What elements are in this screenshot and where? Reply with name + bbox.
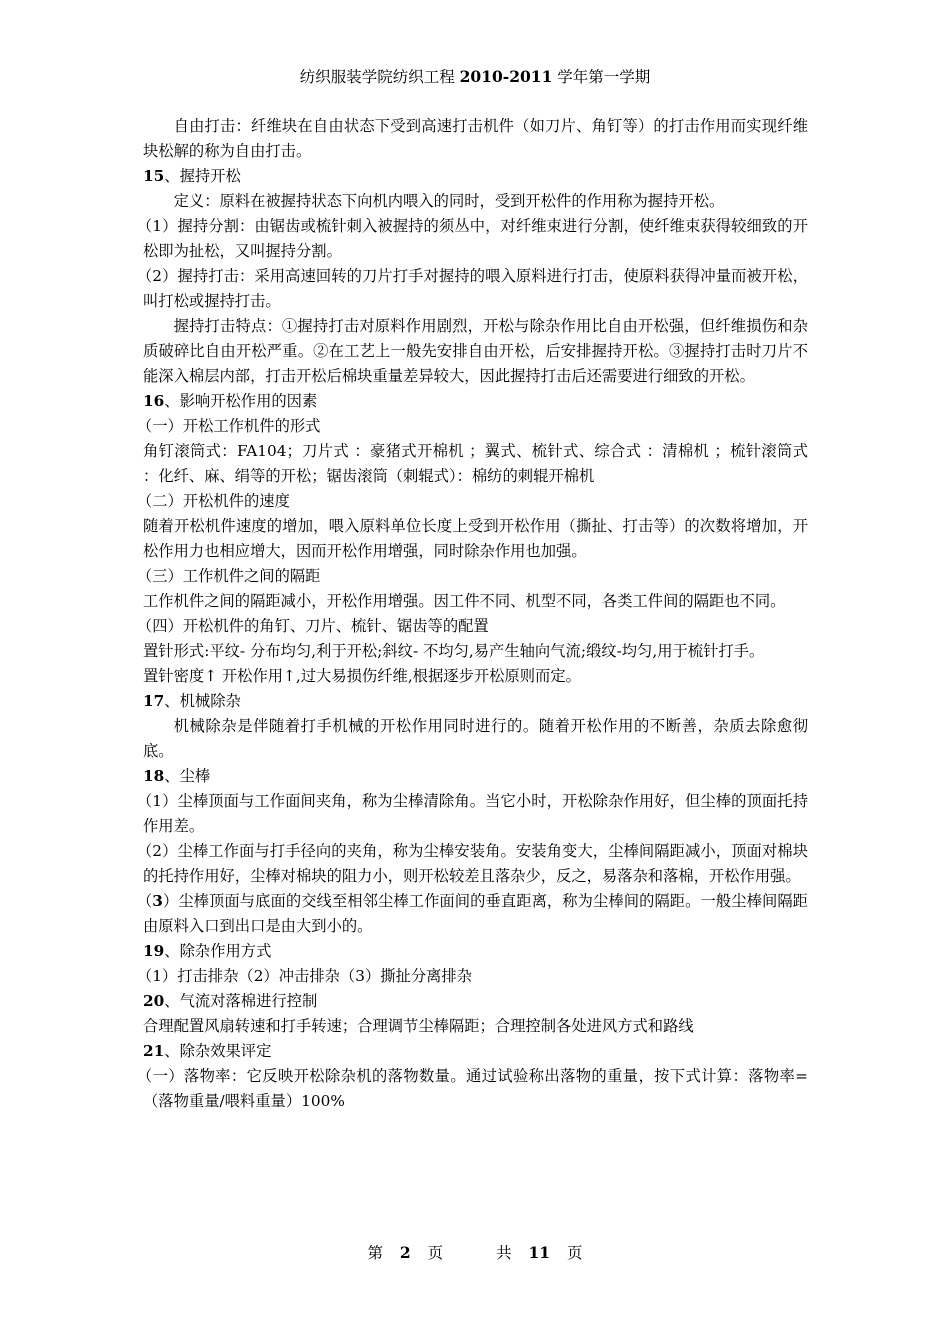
page-number-suffix: 页 <box>422 1244 444 1262</box>
page-footer <box>0 1242 950 1264</box>
section-16-sub-a: （一）开松工作机件的形式 <box>136 417 321 435</box>
section-21-title: 、除杂效果评定 <box>164 1042 272 1060</box>
section-17-heading <box>143 689 808 714</box>
section-17-text: 机械除杂是伴随着打手机械的开松作用同时进行的。随着开松作用的不断善，杂质去除愈彻底。 <box>143 717 808 760</box>
page-number <box>355 1244 455 1262</box>
section-17-title: 、机械除杂 <box>164 692 241 710</box>
page-total-value: 11 <box>528 1243 551 1262</box>
section-18-item-1: （1）尘棒顶面与工作面间夹角，称为尘棒清除角。当它小时，开松除杂作用好，但尘棒的顶面托持作用差。 <box>136 792 808 835</box>
section-16-heading <box>143 389 808 414</box>
section-15-heading <box>143 164 808 189</box>
page-total-suffix: 页 <box>562 1244 583 1262</box>
page-total <box>484 1244 594 1262</box>
section-15-number: 15 <box>143 167 165 185</box>
section-20-heading <box>143 989 808 1014</box>
section-16-sub-d: （四）开松机件的角钉、刀片、梳针、锯齿等的配置 <box>136 617 489 635</box>
section-16-sub-a-text: 角钉滚筒式：FA104；刀片式 ：豪猪式开棉机 ；翼式、梳针式、综合式 ：清棉机 ；梳针滚筒式 ：化纤、麻、绢等的开松；锯齿滚筒（刺辊式）：棉纺的刺辊开棉机 <box>143 442 808 485</box>
section-15-definition: 定义：原料在被握持状态下向机内喂入的同时，受到开松件的作用称为握持开松。 <box>173 192 725 210</box>
section-18-number: 18 <box>143 767 165 785</box>
page-number-prefix: 第 <box>367 1244 388 1262</box>
section-16-sub-c: （三）工作机件之间的隔距 <box>136 567 321 585</box>
section-16-title: 、影响开松作用的因素 <box>164 392 318 410</box>
header-suffix: 学年第一学期 <box>552 68 651 86</box>
section-21-heading <box>143 1039 808 1064</box>
header-years: 2010-2011 <box>459 67 553 86</box>
section-19-number: 19 <box>143 942 165 960</box>
section-18-item-3-text: ）尘棒顶面与底面的交线至相邻尘棒工作面间的垂直距离，称为尘棒间的隔距。一般尘棒间隔距由原料入口到出口是由大到小的。 <box>143 892 808 935</box>
page-header <box>0 66 950 88</box>
section-16-number: 16 <box>143 392 165 410</box>
section-16-sub-b-text: 随着开松机件速度的增加，喂入原料单位长度上受到开松作用（撕扯、打击等）的次数将增加，开松作用力也相应增大，因而开松作用增强，同时除杂作用也加强。 <box>143 517 808 560</box>
section-20-number: 20 <box>143 992 165 1010</box>
section-18-heading <box>143 764 808 789</box>
section-15-features: 握持打击特点：①握持打击对原料作用剧烈，开松与除杂作用比自由开松强，但纤维损伤和杂质破碎比自由开松严重。②在工艺上一般先安排自由开松，后安排握持开松。③握持打击时刀片不能深入棉层内部，打击开松后棉块重量差异较大，因此握持打击后还需要进行细致的开松。 <box>143 317 808 385</box>
section-15-item-1: （1）握持分割：由锯齿或梳针刺入被握持的须丛中，对纤维束进行分割，使纤维束获得较细致的开松即为扯松，又叫握持分割。 <box>136 217 808 260</box>
section-20-title: 、气流对落棉进行控制 <box>164 992 318 1010</box>
free-strike-paragraph: 自由打击：纤维块在自由状态下受到高速打击机件（如刀片、角钉等）的打击作用而实现纤维块松解的称为自由打击。 <box>143 117 808 160</box>
section-19-heading <box>143 939 808 964</box>
section-16-sub-d-text-1: 置针形式:平纹- 分布均匀,利于开松;斜纹- 不均匀,易产生轴向气流;缎纹-均匀,用于梳针打手。 <box>143 642 765 660</box>
section-20-text: 合理配置风扇转速和打手转速；合理调节尘棒隔距；合理控制各处进风方式和路线 <box>143 1017 694 1035</box>
section-19-text: （1）打击排杂（2）冲击排杂（3）撕扯分离排杂 <box>136 967 473 985</box>
section-15-title: 、握持开松 <box>164 167 241 185</box>
page-content <box>136 114 808 1114</box>
section-18-item-3-open: （ <box>136 892 153 910</box>
page-total-prefix: 共 <box>496 1244 517 1262</box>
header-prefix: 纺织服装学院纺织工程 <box>299 68 460 86</box>
section-18-item-3 <box>136 889 808 939</box>
section-21-text: （一）落物率：它反映开松除杂机的落物数量。通过试验称出落物的重量，按下式计算：落物率=（落物重量/喂料重量）100% <box>136 1067 808 1110</box>
page-number-value: 2 <box>399 1243 411 1262</box>
section-15-item-2: （2）握持打击：采用高速回转的刀片打手对握持的喂入原料进行打击，使原料获得冲量而被开松，叫打松或握持打击。 <box>136 267 808 310</box>
section-16-sub-b: （二）开松机件的速度 <box>136 492 290 510</box>
section-19-title: 、除杂作用方式 <box>164 942 272 960</box>
section-21-number: 21 <box>143 1042 165 1060</box>
section-18-title: 、尘棒 <box>164 767 211 785</box>
section-16-sub-d-text-2: 置针密度↑ 开松作用↑,过大易损伤纤维,根据逐步开松原则而定。 <box>143 667 581 685</box>
section-18-item-2: （2）尘棒工作面与打手径向的夹角，称为尘棒安装角。安装角变大，尘棒间隔距减小，顶面对棉块的托持作用好，尘棒对棉块的阻力小，则开松较差且落杂少，反之，易落杂和落棉，开松作用强。 <box>136 842 808 885</box>
section-16-sub-c-text: 工作机件之间的隔距减小，开松作用增强。因工件不同、机型不同，各类工件间的隔距也不同。 <box>143 592 786 610</box>
section-17-number: 17 <box>143 692 165 710</box>
section-18-item-3-number: 3 <box>152 892 163 910</box>
